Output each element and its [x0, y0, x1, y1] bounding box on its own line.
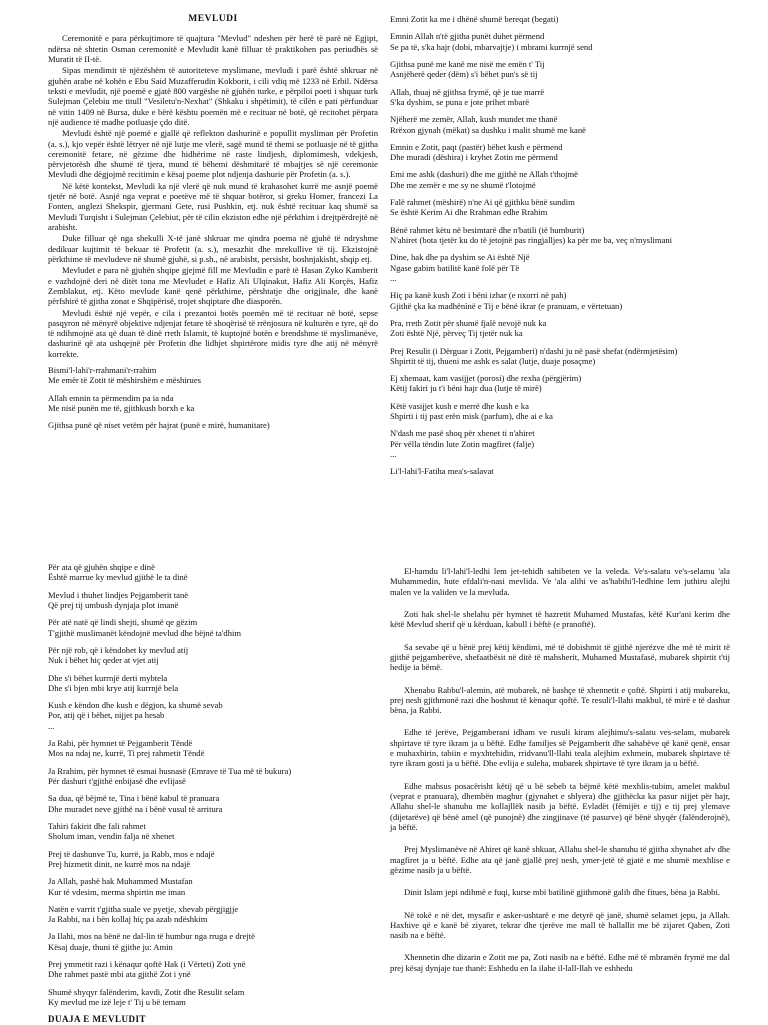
verse-line: Dhe muradi (dëshira) i kryhet Zotin me përmend	[390, 152, 558, 163]
verse-line: Gjithsa punë që niset vetëm për hajrat (punë e mirë, humanitare)	[48, 420, 270, 431]
paragraph: Edhe mahsus posacërisht këtij që u bë sebeb ta bëjmë këtë mexhlis-tubim, amelet makbul (veprat e pranuara), dhembën maghur (gjynahet e shlyera) dhe gjithëcka ka pasur nijjet për hajr, Allahu shel-le shanuhu me kollajllëk nasib ja bëftë. Evladët (fëmijët e tij) e tij prej ylemave (dijetarëve) që bënë amel (që punojnë) dhe zingjinave (të pasurve) që bënë shyqër (falënderojnë), ja bëftë.	[390, 780, 730, 832]
verse-stanza	[390, 31, 730, 52]
bottom-left-column	[48, 562, 378, 1025]
verse-stanza	[390, 318, 730, 339]
verse-stanza	[48, 393, 378, 414]
dua-text	[390, 566, 730, 973]
paragraph: Sipas mendimit të njëzëshëm të autoriteteve myslimane, mevludi i parë është shkruar në gjuhën arabe në kohën e Ebu Said Muzafferudin Kokborit, i cili vdiq më 1233 në Erbil. Ndërsa teksti e mevludit, një poemë e gjatë 800 vargëshe në gjuhën turke, e përpiloi poeti i shquar turk Sulejman Çelebiu me titull "Vesiletu'n-Nexhat" (Shkaku i shpëtimit), të cilën e pati përfunduar në vitin 1409 në Bursa, duke e bërë kështu poemën më e recituar në botë, që recitohet përpara një audience të madhe potluasje çdo ditë.	[48, 65, 378, 127]
verse-stanza	[390, 114, 730, 135]
intro-text	[48, 33, 378, 359]
verse-line: ...	[390, 272, 397, 283]
verse-stanza	[48, 959, 378, 980]
verse-line: Nuk i bëhet hiç qeder at vjet atij	[48, 655, 159, 666]
top-right-verses	[390, 14, 730, 477]
paragraph: El-hamdu li'l-lahi'l-ledhi lem jet-tehidh sahibeten ve la veleda. Ve's-salatu ve's-selamu 'ala Muhammedin, hute efdali'n-nasi mevlida. Ve 'ala alihi ve as'habihi'l-ledhine lem juthiru alejhi malen ve la validen ve la mevluda.	[390, 566, 730, 597]
verse-line: Natën e varrit t'gjitha suale ve pyetje, xhevab përgjigjje	[48, 903, 239, 914]
verse-stanza	[48, 904, 378, 925]
verse-stanza	[48, 645, 378, 666]
verse-stanza	[48, 420, 378, 430]
verse-line: Ja Ilahi, mos na bënë ne dal-lin të humbur nga rruga e drejtë	[48, 931, 255, 942]
top-right-column	[390, 14, 730, 484]
verse-line: Tahiri fakirit dhe fali rahmet	[48, 820, 146, 831]
verse-line: Kësaj duaje, thuni të gjithe ju: Amin	[48, 941, 173, 952]
top-left-column	[48, 14, 378, 438]
verse-line: Prej ymmetit razi i kënaqur qoftë Hak (i Vërteti) Zoti ynë	[48, 959, 246, 970]
verse-line: Dine, hak dhe pa dyshim se Ai është Një	[390, 252, 530, 263]
verse-line: T'gjithë muslimanët këndojnë mevlud dhe bëjnë ta'dhim	[48, 627, 242, 638]
verse-line: S'ka dyshim, se puna e jote prihet mbarë	[390, 96, 530, 107]
verse-stanza	[390, 87, 730, 108]
verse-stanza	[48, 738, 378, 759]
verse-stanza	[390, 428, 730, 459]
verse-line: Për atë natë që lindi shejti, shumë qe gëzim	[48, 617, 198, 628]
bottom-left-verses	[48, 562, 378, 1007]
paragraph: Mevludi është një poemë e gjallë që reflekton dashurinë e popullit mysliman për Profetin (a. s.), kjo vepër është lëtryer në një lutje me vlerë, sagë mund të themi se potluasje në të gjitha ceremonitë fetare, në gëzime dhe hidhërime në raste lindjesh, diplomimesh, vdekjesh, përvjetorësh dhe shumë të tjera, mund të bëhemi dëshmitarë të mbajtjes së një ceremonie Mevludi dhe dëgjojmë recitimin e kësaj poeme plot ndjenja dashurie për Profetin (a. s.).	[48, 128, 378, 180]
verse-line: Shpirti i tij past erën misk (parfum), dhe ai e ka	[390, 411, 554, 422]
verse-stanza	[48, 987, 378, 1008]
verse-line: Që prej tij umbush dynjaja plot imanë	[48, 599, 179, 610]
verse-stanza	[48, 365, 378, 386]
paragraph: Zoti hak shel-le shelahu për hymnet të hazretit Muhamed Mustafas, këtë Kur'ani kerim dhe këtë Mevlud sherif që u kërduan, kabull i bëftë (e pranoftë).	[390, 608, 730, 630]
verse-line: Dhe me zemër e me sy ne shumë t'lotojmë	[390, 179, 536, 190]
verse-line: Ja Allah, pashë hak Muhammed Mustafan	[48, 876, 193, 887]
verse-stanza	[48, 673, 378, 694]
verse-line: Shumë shyqyr falënderim, kavdi, Zotit dhe Resulit selam	[48, 986, 245, 997]
verse-line: Me nisë punën me të, gjithkush borxh e ka	[48, 403, 195, 414]
verse-line: Zoti është Një, përveç Tij tjetër nuk ka	[390, 328, 523, 339]
verse-line: Sa dua, që bëjmë te, Tina i bënë kabul të pranuara	[48, 793, 220, 804]
verse-line: Shpirtit të tij, thueni me ashk es salat (lutje, duaje posaçme)	[390, 355, 596, 366]
verse-line: Por, atij që i bëhet, nijjet pa hesab	[48, 710, 165, 721]
verse-line: Ja Rabi, për hymnet të Pejgamberit Tëndë	[48, 738, 193, 749]
verse-stanza	[48, 793, 378, 814]
verse-stanza	[48, 821, 378, 842]
paragraph: Mevludi është një vepër, e cila i prezantoi botës poemën më të recituar në botë, sepse pasqyron në mënyrë objektive ndjenjat fetare të shoqërisë të rrënjosura në kulturën e tyre, që do të ndihmojnë ata që duan të dinë rreth Islamit, të kuptojnë botën e brendshme të myslimanëve, dashurinë që ata ushqejnë për Profetin dhe lidhjet shpirtërore midis tyre dhe atij në mënyrë korrekte.	[48, 307, 378, 359]
verse-line: Kur të vdesim, merma shpirtin me iman	[48, 886, 186, 897]
paragraph: Prej Myslimanëve në Ahiret që kanë shkuar, Allahu shel-le shanuhu të gjitha xhynahet afv dhe magfiret ja u bëftë. Edhe ata që janë gjallë prej nesh, ymer-jetë të gjatë e me shumë mexhlise e gëzime nasib ja u bëftë.	[390, 844, 730, 875]
verse-line: Ngase gabim batilitë kanë folë për Të	[390, 262, 520, 273]
verse-line: Këtë vasijjet kush e merrë dhe kush e ka	[390, 400, 529, 411]
verse-line: Dhe s'i bjen mbi krye atij kurrnjë bela	[48, 682, 179, 693]
verse-line: Li'l-lahi'l-Fatiha mea's-salavat	[390, 466, 494, 477]
verse-stanza	[390, 466, 730, 476]
verse-line: Këtij fakiri ju t'i bëni hajr dua (lutje të mirë)	[390, 383, 542, 394]
verse-line: Gjithsa punë me kanë me nisë me emën t' Tij	[390, 58, 545, 69]
paragraph: Në këtë kontekst, Mevludi ka një vlerë që nuk mund të krahasohet kurrë me asnjë poemë tjetër në botë. Asnjë nga veprat e poetëve më të shquar botëror, si greku Homer, francezi La Fonten, anglezi Shekspir, gjermani Gete, rusi Pushkin, etj. nuk është recituar kaq shumë sa Mevludi Turqisht i Sulejman Çelebiut, për të cilin ekziston edhe një përkthim i drejtpërdrejtë në arabisht.	[48, 180, 378, 233]
verse-stanza	[390, 401, 730, 422]
verse-stanza	[48, 849, 378, 870]
verse-stanza	[390, 142, 730, 163]
verse-line: Për dashuri t'gjithë enbijasë dhe evlijasë	[48, 776, 186, 786]
verse-line: Emi me ashk (dashuri) dhe me gjithë ne Allah t'thojmë	[390, 169, 578, 180]
document-title: MEVLUDI	[188, 14, 238, 24]
verse-line: Bënë rahmet këtu në besimtarë dhe n'batili (të humburit)	[390, 224, 585, 235]
verse-line: Ja Rrahim, për hymnet të esmai husnasë (Emrave të Tua më të bukura)	[48, 765, 292, 776]
verse-line: ...	[390, 449, 397, 459]
verse-stanza	[390, 252, 730, 283]
verse-stanza	[390, 225, 730, 246]
paragraph: Në tokë e në det, mysafir e asker-ushtarë e me detyrë që janë, shumë selamet jepu, ja Allah. Haxhive që e kanë bë ziyaret, tekrar dhe tjerëve me mall të hallallit me bë zijaret Qaben, Zoti nasib na e bëftë.	[390, 909, 730, 941]
verse-line: Emnin e Zotit, paqt (pastër) bëhet kush e përmend	[390, 141, 563, 152]
verse-line: N'ahiret (bota tjetër ku do të jetojnë pas ringjalljes) ka për me ba, veç n'myslimani	[390, 235, 673, 245]
verse-line: Bismi'l-lahi'r-rrahmani'r-rrahim	[48, 365, 157, 376]
verse-stanza	[48, 766, 378, 787]
verse-stanza	[48, 876, 378, 897]
verse-line: ...	[48, 720, 55, 731]
verse-stanza	[390, 346, 730, 367]
verse-stanza	[48, 700, 378, 731]
paragraph: Xhenabu Rabbu'l-alemin, atë mubarek, në bashçe të xhennetit e çoftë. Shpirti i atij mubareku, prej nesh gjithmonë razi dhe hoshnut të kënaqur qoftë. Te resuli'l-llahi makbul, të mirë e të dashur bëna, ja Rabbi.	[390, 684, 730, 716]
verse-line: Pra, rreth Zotit për shumë fjalë nevojë nuk ka	[390, 317, 547, 328]
verse-line: Ja Rabbi, na i bën kollaj hiç pa azab ndëshkim	[48, 914, 208, 925]
verse-line: Është marrue ky mevlud gjithë le ta dinë	[48, 572, 188, 583]
paragraph: Duke filluar që nga shekulli X-të janë shkruar me qindra poema në gjuhë të ndryshme dedikuar kujtimit të bekuar të Profetit (a. s.), mesazhit dhe mrekullive të tij. Ekzistojnë përkthime të mevludeve në shumë gjuhë, si p.sh., në arabisht, persisht, boshnjakisht, shqip etj.	[48, 233, 378, 264]
verse-line: Ky mevlud me izë leje t' Tij u bë temam	[48, 997, 186, 1007]
verse-stanza	[390, 59, 730, 80]
verse-stanza	[48, 590, 378, 611]
verse-stanza	[390, 290, 730, 311]
verse-line: Prej hizmetit dinit, ne kurrë mos na ndajë	[48, 858, 191, 869]
verse-line: Për një rob, që i këndohet ky mevlud atij	[48, 644, 189, 655]
verse-line: Dhe rahmet pastë mbi ata gjithë Zot i ynë	[48, 969, 191, 980]
verse-line: Allah emnin ta përmendim pa ia nda	[48, 392, 174, 403]
verse-stanza	[48, 931, 378, 952]
paragraph: Ceremonitë e para përkujtimore të quajtura "Mevlud" ndeshen për herë të parë në Egjipt, ndërsa në shtetin Osman ceremonitë e Mevludit kanë filluar të praktikohen pas periudhës së Muratit të II-të.	[48, 33, 378, 65]
paragraph: Mevludet e para në gjuhën shqipe gjejmë fill me Mevludin e parë të Hasan Zyko Kamberit e vazhdojnë deri në ditët tona me Mevludet e Hafiz Ali Ulqinakut, Hafiz Ali Korçës, Hafiz Zemblakut, etj. Këto mevlude kanë qenë përkthime, përshtatje dhe origjinale, dhe kanë përfshirë të gjitha zonat e Shqipërisë, trojet shqiptare dhe diasporën.	[48, 265, 378, 307]
verse-stanza	[390, 373, 730, 394]
verse-stanza	[390, 197, 730, 218]
verse-stanza	[390, 169, 730, 190]
verse-line: Allah, thuaj në gjithsa frymë, që je tue marrë	[390, 86, 545, 97]
verse-line: Hiç pa kanë kush Zoti i bëni izhar (e nxorri në pah)	[390, 290, 567, 301]
verse-line: Për vëlla tëndin lute Zotin magfiret (falje)	[390, 438, 535, 449]
verse-line: Ej xhemaat, kam vasijjet (porosi) dhe rexha (përgjërim)	[390, 373, 582, 384]
verse-stanza	[390, 14, 730, 24]
verse-line: Emnin Allah n'të gjitha punët duhet përmend	[390, 31, 545, 42]
verse-line: Kush e këndon dhe kush e dëgjon, ka shumë sevab	[48, 700, 223, 711]
verse-line: Mevlud i thuhet lindjes Pejgamberit tanë	[48, 589, 189, 600]
paragraph: Xhennetin dhe dizarin e Zotit me pa, Zoti nasib na e bëftë. Edhe më të mbramën frymë me dal prej kësaj dynjaje tue thanë: Eshhedu en la ilahe il-lall-llah ve eshhedu	[390, 952, 730, 973]
verse-line: Asnjëherë qeder (dëm) s'i bëhet pun's së tij	[390, 69, 538, 80]
verse-line: Prej Resulit (i Dërguar i Zotit, Pejgamberi) n'dashi ju në pasë shefat (ndërmjetësim)	[390, 345, 678, 356]
verse-line: Rrëxon gjynah (mëkat) sa dushku i malit shumë me kanë	[390, 124, 586, 135]
top-left-verses	[48, 365, 378, 431]
paragraph: Edhe të jerëve, Pejgamberani idham ve rusuli kiram alejhimu's-salatu ves-selam, mubarek shpirtave të tyre ikram ja u bëftë. Edhe familjes së Pejgamberit dhe sahabëve që kanë qenë, ensar e muhaxhirin, tabiin e myxhtehidin, rridvanu'll-llahi teala alejhim exhmein, mubarek shpirtave të tyre ikram gosti ja u bëftë. Dhe evlija e suleha, mubarek shpirtave të tyre ikram ja u bëftë.	[390, 727, 730, 769]
dua-heading: DUAJA E MEVLUDIT	[48, 1014, 147, 1025]
verse-line: Për ata që gjuhën shqipe e dinë	[48, 562, 155, 572]
verse-line: Sholum iman, vendin falja në xhenet	[48, 831, 175, 842]
verse-line: Se pa të, s'ka hajr (dobi, mbarvajtje) i mbrami kurrnjë send	[390, 41, 593, 52]
verse-line: Falë rahmet (mëshirë) n'ne Ai që gjithku bënë sundim	[390, 197, 575, 208]
verse-line: Njëherë me zemër, Allah, kush mundet me thanë	[390, 114, 558, 125]
verse-line: Gjithë çka ka madhënìnë e Tij e bënë ikrar (e pranuam, e vërtetuan)	[390, 300, 623, 311]
verse-line: Prej të dashunve Tu, kurrë, ja Rabb, mos e ndajë	[48, 848, 215, 859]
verse-line: Se është Kerim Ai dhe Rrahman edhe Rrahim	[390, 207, 548, 218]
verse-stanza	[48, 617, 378, 638]
paragraph: Sa sevabe që u bënë prej këtij këndimi, më të dobishmit të gjithë njerëzve dhe më të mirit të gjithë pejgamberëve, shefaatbësit në ditë të mahsherit, Muhamed Mustafasë, mubarek shpirtit t'tij hedije ia bëmë.	[390, 641, 730, 673]
verse-line: Mos na ndaj ne, kurrë, Ti prej rahmetit Tëndë	[48, 748, 205, 759]
verse-line: N'dash me pasë shoq për xhenet ti n'ahiret	[390, 428, 535, 439]
verse-line: Me emër të Zotit të mëshirshëm e mëshirues	[48, 375, 201, 386]
verse-line: Emni Zotit ka me i dhënë shumë bereqat (begati)	[390, 14, 559, 24]
verse-stanza	[48, 562, 378, 583]
bottom-right-column	[390, 566, 730, 985]
paragraph: Dinit Islam jepi ndihmë e fuqi, kurse mbi batilinë gjithmonë galib dhe fitues, bëna ja Rabbi.	[404, 887, 720, 898]
verse-line: Dhe s'i bëhet kurrnjë derti mybtela	[48, 672, 168, 683]
verse-line: Dhe muradet neve gjithë na i bënë vusul të arritura	[48, 803, 223, 814]
